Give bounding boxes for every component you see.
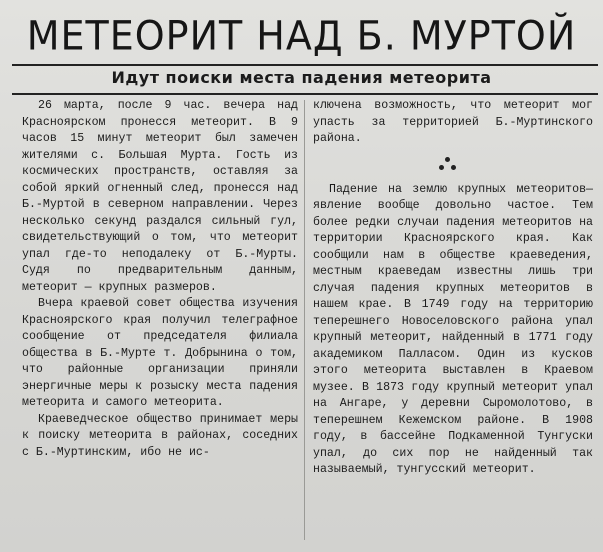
subheadline: Идут поиски места падения метеорита <box>111 68 492 87</box>
article-column-right <box>313 98 593 479</box>
article-paragraph: Вчера краевой совет общества изучения Красноярского края получил телеграфное сообщение от председателя филиала общества в Б.-Мурте т. Добрынина о том, что районные организации приняли энергичные меры к розыску места падения метеорита и самого метеорита. <box>22 297 298 409</box>
headline-rule-bottom <box>12 93 598 95</box>
article-paragraph: ключена возможность, что метеорит мог упасть за территорией Б.-Муртинского района. <box>313 99 593 145</box>
article-paragraph: Краеведческое общество принимает меры к поиску метеорита в районах, соседних с Б.-Муртинским, ибо не ис- <box>22 412 298 459</box>
column-divider <box>304 100 305 540</box>
headline: МЕТЕОРИТ НАД Б. МУРТОЙ <box>26 12 577 60</box>
article-column-left <box>22 98 298 461</box>
section-separator-icon <box>313 154 593 174</box>
article-paragraph: Падение на землю крупных метеоритов—явление вообще довольно частое. Тем более редки случаи падения метеоритов на территории Красноярского края. Как сообщили нам в обществе краеведения, местным краеведам известны лишь три случая падения крупных метеоритов в нашем крае. В 1749 году на территорию теперешнего Новоселовского района упал крупный метеорит, найденный в 1771 году академиком Палласом. Один из кусков этого метеорита выставлен в Краевом музее. В 1873 году крупный метеорит упал на Ангаре, у деревни Сыромолотово, в теперешнем Кежемском районе. В 1908 году, в бассейне Подкаменной Тунгуски упал, до сих пор не найденный так называемый, тунгусский метеорит. <box>313 182 593 476</box>
article-paragraph: 26 марта, после 9 час. вечера над Красноярском пронесся метеорит. В 9 часов 15 минут метеорит был замечен жителями с. Большая Мурта. Гость из космических пространств, оставляя за собой яркий огненный след, пронесся над Б.-Муртой в северном направлении. Через несколько секунд раздался сильный гул, свидетельствующий о том, что метеорит упал где-то неподалеку от Б.-Мурты. Судя по предварительным данным, метеорит — крупных размеров. <box>22 99 298 294</box>
